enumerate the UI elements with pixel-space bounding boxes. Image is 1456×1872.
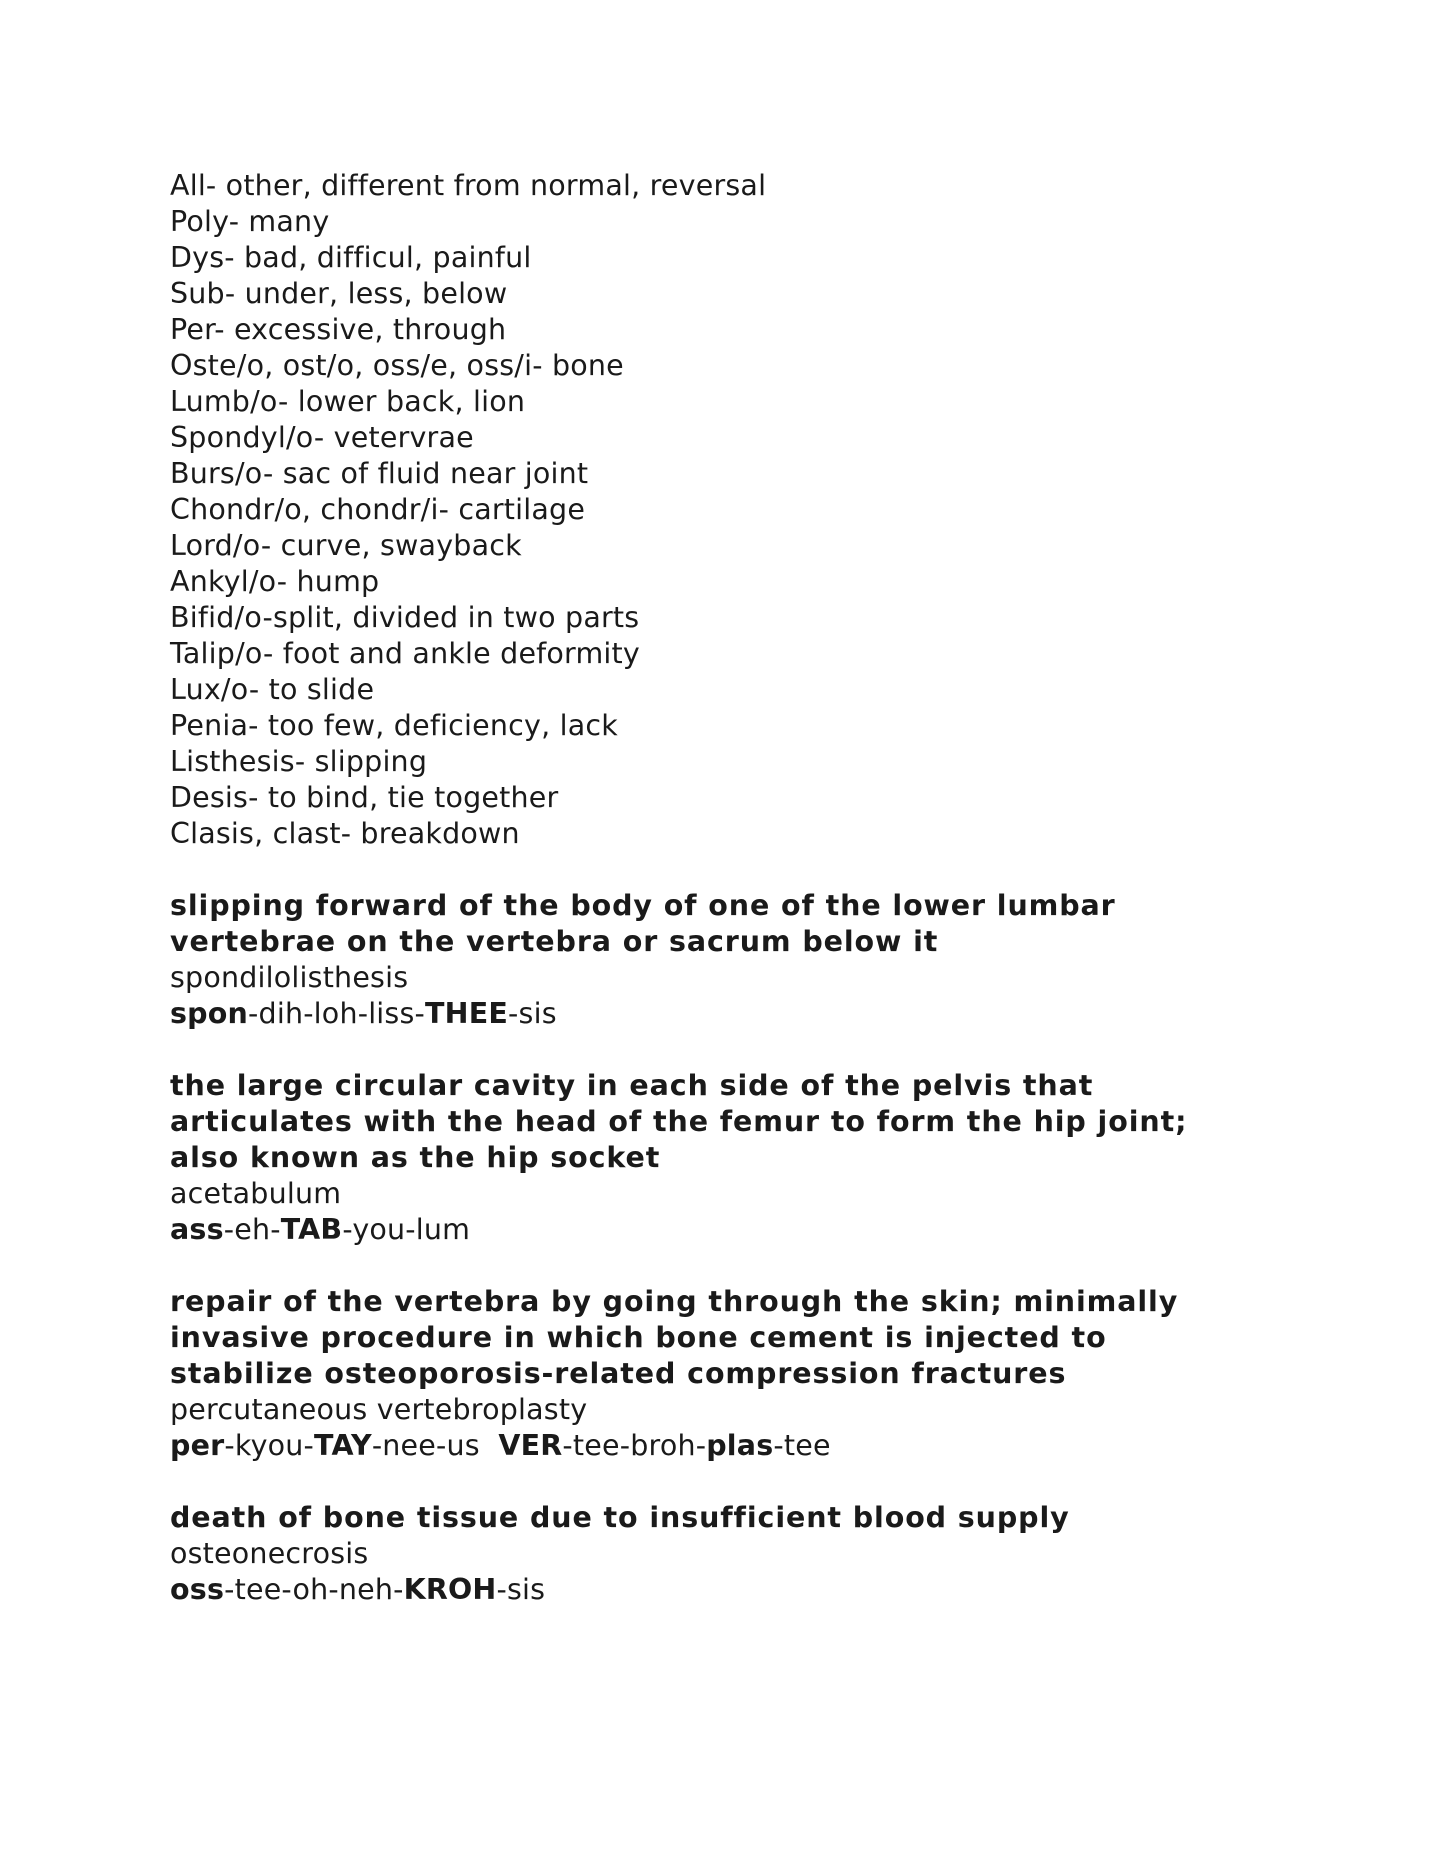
word-part-line: Burs/o- sac of fluid near joint [170, 457, 589, 490]
word-part-line: Lux/o- to slide [170, 673, 375, 706]
entry-term: acetabulum [170, 1177, 342, 1210]
word-part-line: Lord/o- curve, swayback [170, 529, 522, 562]
glossary-entry [170, 888, 1290, 1032]
entry-pronunciation [170, 1212, 1290, 1248]
entry-pronunciation [170, 996, 1290, 1032]
word-part-line: Oste/o, ost/o, oss/e, oss/i- bone [170, 349, 624, 382]
entry-definition [170, 888, 1290, 960]
pron-stressed-syllable: VER [498, 1429, 563, 1462]
definition-line: articulates with the head of the femur to form the hip joint; [170, 1105, 1188, 1138]
pron-stressed-syllable: ass [170, 1213, 224, 1246]
entry-pronunciation [170, 1428, 1290, 1464]
pron-syllables: -sis [496, 1573, 546, 1606]
word-part-line: Poly- many [170, 205, 330, 238]
entry-term: spondilolisthesis [170, 961, 409, 994]
entry-definition [170, 1284, 1290, 1392]
word-part-line: Desis- to bind, tie together [170, 781, 559, 814]
definition-line: repair of the vertebra by going through the skin; minimally [170, 1285, 1179, 1318]
word-part-line: Sub- under, less, below [170, 277, 508, 310]
word-part-line: Talip/o- foot and ankle deformity [170, 637, 640, 670]
definition-line: also known as the hip socket [170, 1141, 661, 1174]
pron-stressed-syllable: KROH [403, 1573, 497, 1606]
definition-line: invasive procedure in which bone cement is injected to [170, 1321, 1107, 1354]
word-part-line: Chondr/o, chondr/i- cartilage [170, 493, 586, 526]
word-part-line: Ankyl/o- hump [170, 565, 380, 598]
pron-syllables: -tee [773, 1429, 831, 1462]
definition-line: the large circular cavity in each side of the pelvis that [170, 1069, 1094, 1102]
pron-syllables: -tee-broh- [562, 1429, 707, 1462]
definition-line: stabilize osteoporosis-related compression fractures [170, 1357, 1067, 1390]
pron-stressed-syllable: TAY [314, 1429, 372, 1462]
entry-pronunciation [170, 1572, 1290, 1608]
entry-term: percutaneous vertebroplasty [170, 1393, 588, 1426]
pron-syllables: -tee-oh-neh- [224, 1573, 404, 1606]
pron-stressed-syllable: THEE [425, 997, 509, 1030]
pron-stressed-syllable: plas [706, 1429, 774, 1462]
word-part-line: Clasis, clast- breakdown [170, 817, 520, 850]
definition-line: slipping forward of the body of one of the lower lumbar [170, 889, 1116, 922]
pron-syllables: -nee-us [371, 1429, 499, 1462]
entry-definition [170, 1500, 1290, 1536]
document-page [170, 168, 1290, 1608]
word-parts-list [170, 168, 1290, 852]
definition-line: death of bone tissue due to insufficient blood supply [170, 1501, 1070, 1534]
definition-line: vertebrae on the vertebra or sacrum below it [170, 925, 939, 958]
word-part-line: Lumb/o- lower back, lion [170, 385, 526, 418]
glossary-entry [170, 1500, 1290, 1608]
pron-stressed-syllable: per [170, 1429, 225, 1462]
pron-syllables: -dih-loh-liss- [248, 997, 426, 1030]
glossary-entry [170, 1068, 1290, 1248]
pron-syllables: -kyou- [224, 1429, 315, 1462]
word-part-line: Spondyl/o- vetervrae [170, 421, 474, 454]
pron-syllables: -sis [508, 997, 557, 1030]
word-part-line: Bifid/o-split, divided in two parts [170, 601, 640, 634]
pron-stressed-syllable: spon [170, 997, 249, 1030]
word-part-line: Per- excessive, through [170, 313, 507, 346]
entry-definition [170, 1068, 1290, 1176]
pron-stressed-syllable: TAB [280, 1213, 343, 1246]
word-part-line: Dys- bad, difficul, painful [170, 241, 532, 274]
word-part-line: Penia- too few, deficiency, lack [170, 709, 618, 742]
entry-term: osteonecrosis [170, 1537, 369, 1570]
pron-syllables: -eh- [223, 1213, 281, 1246]
glossary-entry [170, 1284, 1290, 1464]
pron-syllables: -you-lum [342, 1213, 471, 1246]
pron-stressed-syllable: oss [170, 1573, 225, 1606]
word-part-line: All- other, different from normal, reversal [170, 169, 767, 202]
word-part-line: Listhesis- slipping [170, 745, 428, 778]
